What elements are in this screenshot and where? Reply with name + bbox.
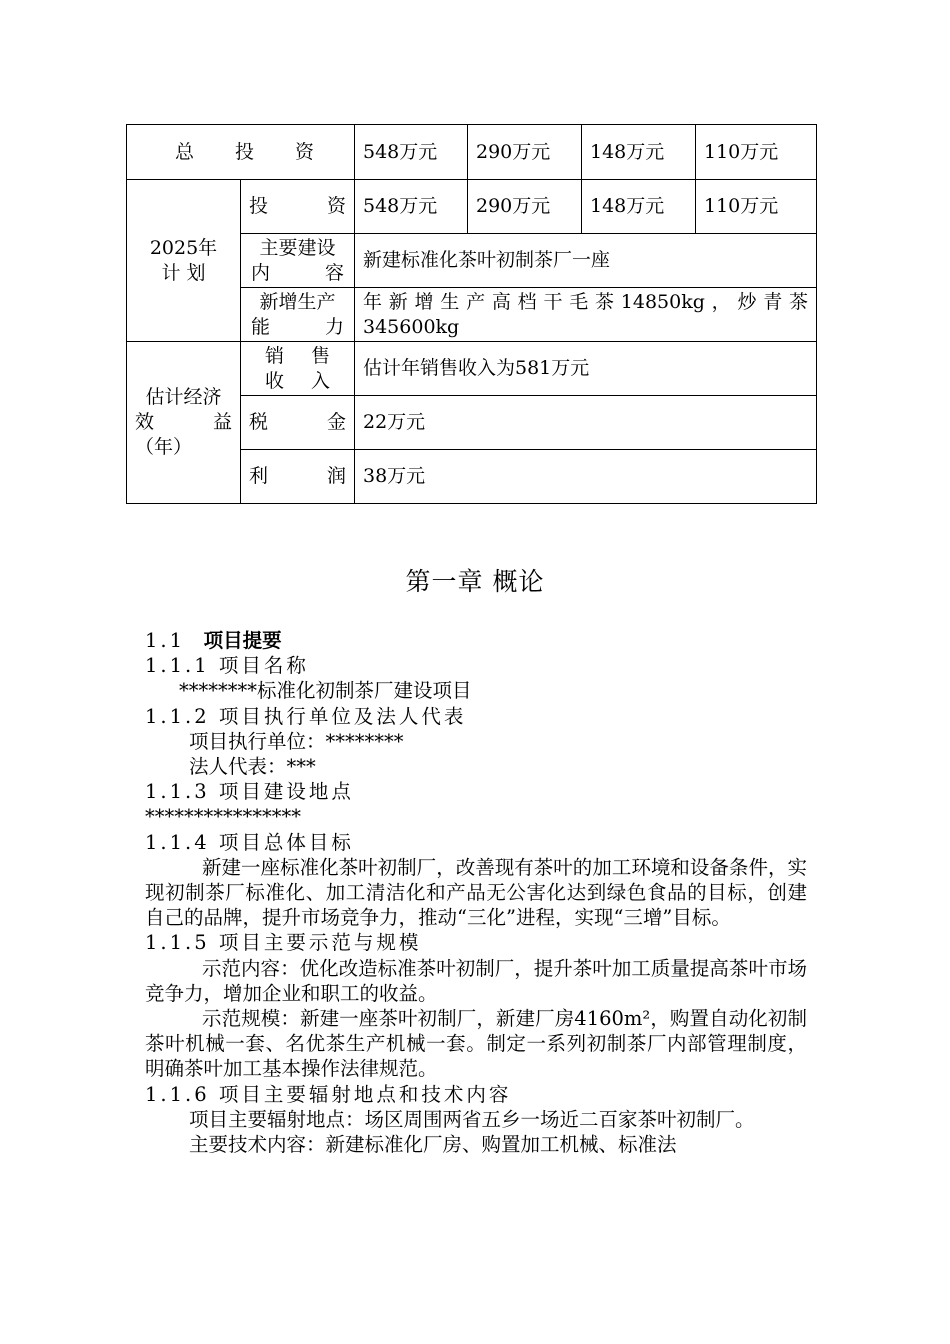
label-line: 内 容 <box>251 261 344 284</box>
paragraph: 项目执行单位：******** <box>189 729 404 753</box>
invest-value-cell: 290万元 <box>468 180 582 234</box>
total-investment-row <box>127 125 817 180</box>
section-number: 1.1 <box>145 629 186 652</box>
economic-benefit-label <box>127 342 241 504</box>
construction-value: 新建标准化茶叶初制茶厂一座 <box>355 234 817 288</box>
total-value-cell: 290万元 <box>468 125 582 180</box>
sales-label <box>241 342 355 396</box>
chapter-title: 第一章 概论 <box>405 567 545 596</box>
subsection-heading: 1.1.5 项目主要示范与规模 <box>145 931 422 955</box>
paragraph: 主要技术内容：新建标准化厂房、购置加工机械、标准法 <box>189 1133 677 1157</box>
paragraph: 法人代表：*** <box>189 755 316 779</box>
label-line: 新增生产 <box>259 290 336 313</box>
subsection-heading: 1.1.3 项目建设地点 <box>145 780 354 804</box>
paragraph: 新建一座标准化茶叶初制厂，改善现有茶叶的加工环境和设备条件，实现初制茶厂标准化、加工清洁化和产品无公害化达到绿色食品的目标，创建自己的品牌，提升市场竞争力，推动“三化”进程，实现“三增”目标。 <box>145 855 807 930</box>
section-title: 项目提要 <box>203 629 282 652</box>
label-line: 能 力 <box>251 315 344 338</box>
label-line: 主要建设 <box>259 236 336 259</box>
paragraph: 示范规模：新建一座茶叶初制厂，新建厂房4160m²，购置自动化初制茶叶机械一套、名优茶生产机械一套。制定一系列初制茶厂内部管理制度，明确茶叶加工基本操作法律规范。 <box>145 1007 807 1081</box>
document-body <box>145 628 807 1157</box>
subsection-heading: 1.1.2 项目执行单位及法人代表 <box>145 704 467 728</box>
profit-value: 38万元 <box>355 450 817 504</box>
label-line: 收 入 <box>265 369 330 392</box>
subsection-heading: 1.1.4 项目总体目标 <box>145 830 354 854</box>
plan-label-line: 计 划 <box>161 261 206 284</box>
investment-table <box>126 124 817 504</box>
paragraph: 示范内容：优化改造标准茶叶初制厂，提升茶叶加工质量提高茶叶市场竞争力，增加企业和职工的收益。 <box>145 956 807 1005</box>
plan-invest-row <box>127 180 817 234</box>
subsection-heading: 1.1.1 项目名称 <box>145 654 309 678</box>
subsection-heading: 1.1.6 项目主要辐射地点和技术内容 <box>145 1082 512 1106</box>
label-line: 效 益 <box>135 411 232 433</box>
invest-value-cell: 548万元 <box>355 180 468 234</box>
invest-value-cell: 148万元 <box>582 180 696 234</box>
paragraph: ********标准化初制茶厂建设项目 <box>179 679 472 703</box>
sales-value: 估计年销售收入为581万元 <box>355 342 817 396</box>
label-line: （年） <box>135 436 193 458</box>
capacity-line: 年新增生产高档干毛茶14850kg，炒青茶 <box>363 290 808 313</box>
invest-label: 投 资 <box>241 180 355 234</box>
construction-label <box>241 234 355 288</box>
total-value-cell: 148万元 <box>582 125 696 180</box>
capacity-value <box>355 288 817 342</box>
tax-label: 税 金 <box>241 396 355 450</box>
label-line: 销 售 <box>265 344 330 367</box>
total-value-cell: 548万元 <box>355 125 468 180</box>
invest-value-cell: 110万元 <box>696 180 817 234</box>
plan-2025-label <box>127 180 241 342</box>
paragraph: 项目主要辐射地点：场区周围两省五乡一场近二百家茶叶初制厂。 <box>189 1107 755 1131</box>
total-investment-label: 总 投 资 <box>127 125 355 180</box>
label-line: 估计经济 <box>145 386 222 408</box>
profit-label: 利 润 <box>241 450 355 504</box>
capacity-line: 345600kg <box>363 315 460 338</box>
section-heading <box>145 628 807 653</box>
plan-label-line: 2025年 <box>149 236 218 259</box>
tax-value: 22万元 <box>355 396 817 450</box>
paragraph: **************** <box>145 805 301 829</box>
sales-row <box>127 342 817 396</box>
capacity-label <box>241 288 355 342</box>
total-value-cell: 110万元 <box>696 125 817 180</box>
